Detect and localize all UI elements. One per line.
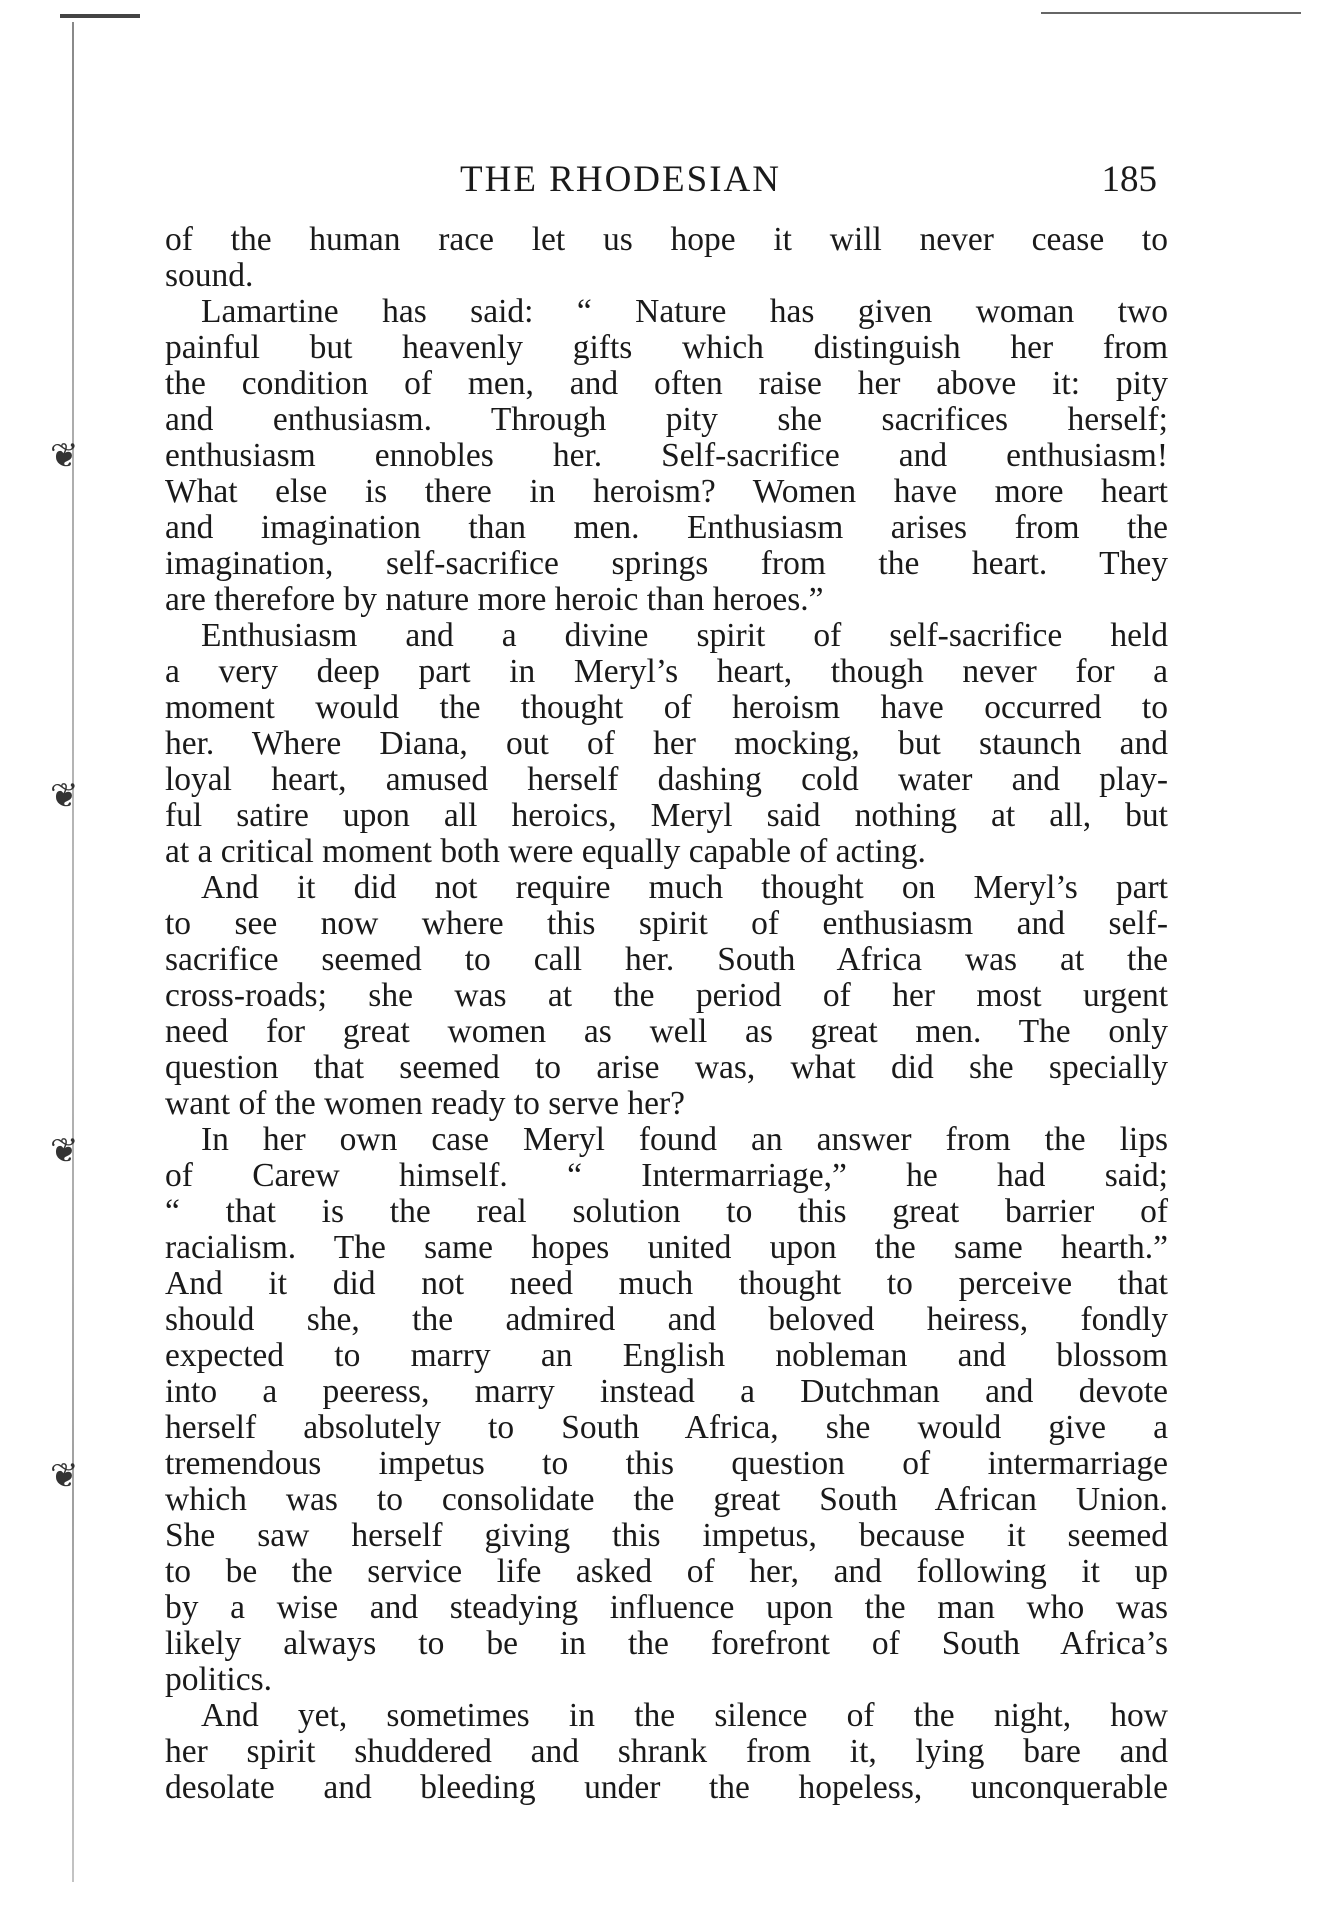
text-line: want of the women ready to serve her? <box>165 1085 685 1122</box>
margin-ornament-icon: ❦ <box>50 1133 79 1170</box>
margin-ornament-icon: ❦ <box>50 438 79 475</box>
text-line: painful but heavenly gifts which distinguish her from <box>165 329 1168 366</box>
text-line: of the human race let us hope it will never cease to <box>165 221 1168 258</box>
text-line: to see now where this spirit of enthusiasm and self- <box>165 905 1168 942</box>
text-line: sound. <box>165 257 254 294</box>
text-line: And it did not require much thought on Meryl’s part <box>201 869 1168 906</box>
text-line: desolate and bleeding under the hopeless, unconquerable <box>165 1769 1168 1806</box>
text-line: by a wise and steadying influence upon the man who was <box>165 1589 1168 1626</box>
text-line: into a peeress, marry instead a Dutchman and devote <box>165 1373 1168 1410</box>
text-line: moment would the thought of heroism have occurred to <box>165 689 1168 726</box>
text-line: imagination, self-sacrifice springs from the heart. They <box>165 545 1168 582</box>
text-line: “ that is the real solution to this great barrier of <box>165 1193 1168 1230</box>
text-line: And yet, sometimes in the silence of the night, how <box>201 1697 1168 1734</box>
text-line: racialism. The same hopes united upon the same hearth.” <box>165 1229 1168 1266</box>
text-line: question that seemed to arise was, what did she specially <box>165 1049 1168 1086</box>
text-line: the condition of men, and often raise her above it: pity <box>165 365 1168 402</box>
text-line: expected to marry an English nobleman and blossom <box>165 1337 1168 1374</box>
text-line: herself absolutely to South Africa, she would give a <box>165 1409 1168 1446</box>
text-line: enthusiasm ennobles her. Self-sacrifice and enthusiasm! <box>165 437 1168 474</box>
text-line: and imagination than men. Enthusiasm arises from the <box>165 509 1168 546</box>
top-edge-mark <box>1041 12 1301 14</box>
text-line: politics. <box>165 1661 273 1698</box>
body-text <box>165 222 1168 1806</box>
text-line: What else is there in heroism? Women have more heart <box>165 473 1168 510</box>
running-title: THE RHODESIAN <box>460 159 781 200</box>
text-line: Lamartine has said: “ Nature has given woman two <box>201 293 1168 330</box>
text-line: She saw herself giving this impetus, because it seemed <box>165 1517 1168 1554</box>
text-line: of Carew himself. “ Intermarriage,” he had said; <box>165 1157 1168 1194</box>
text-line: And it did not need much thought to perceive that <box>165 1265 1168 1302</box>
text-line: at a critical moment both were equally capable of acting. <box>165 833 926 870</box>
text-line: In her own case Meryl found an answer from the lips <box>201 1121 1168 1158</box>
text-line: a very deep part in Meryl’s heart, though never for a <box>165 653 1168 690</box>
text-line: likely always to be in the forefront of South Africa’s <box>165 1625 1168 1662</box>
running-header <box>165 158 1165 198</box>
text-line: which was to consolidate the great South African Union. <box>165 1481 1168 1518</box>
text-line: are therefore by nature more heroic than heroes.” <box>165 581 824 618</box>
text-line: her. Where Diana, out of her mocking, but staunch and <box>165 725 1168 762</box>
text-line: sacrifice seemed to call her. South Africa was at the <box>165 941 1168 978</box>
text-line: Enthusiasm and a divine spirit of self-sacrifice held <box>201 617 1168 654</box>
binding-margin-rule <box>72 22 74 1882</box>
margin-ornament-icon: ❦ <box>50 778 79 815</box>
text-line: and enthusiasm. Through pity she sacrifices herself; <box>165 401 1168 438</box>
text-line: need for great women as well as great men. The only <box>165 1013 1168 1050</box>
text-line: cross-roads; she was at the period of her most urgent <box>165 977 1168 1014</box>
text-line: ful satire upon all heroics, Meryl said nothing at all, but <box>165 797 1168 834</box>
text-line: should she, the admired and beloved heiress, fondly <box>165 1301 1168 1338</box>
binding-corner-mark <box>60 14 140 18</box>
page-number: 185 <box>1101 159 1157 200</box>
margin-ornament-icon: ❦ <box>50 1458 79 1495</box>
text-line: loyal heart, amused herself dashing cold water and play- <box>165 761 1168 798</box>
text-line: tremendous impetus to this question of intermarriage <box>165 1445 1168 1482</box>
text-line: to be the service life asked of her, and following it up <box>165 1553 1168 1590</box>
text-line: her spirit shuddered and shrank from it, lying bare and <box>165 1733 1168 1770</box>
